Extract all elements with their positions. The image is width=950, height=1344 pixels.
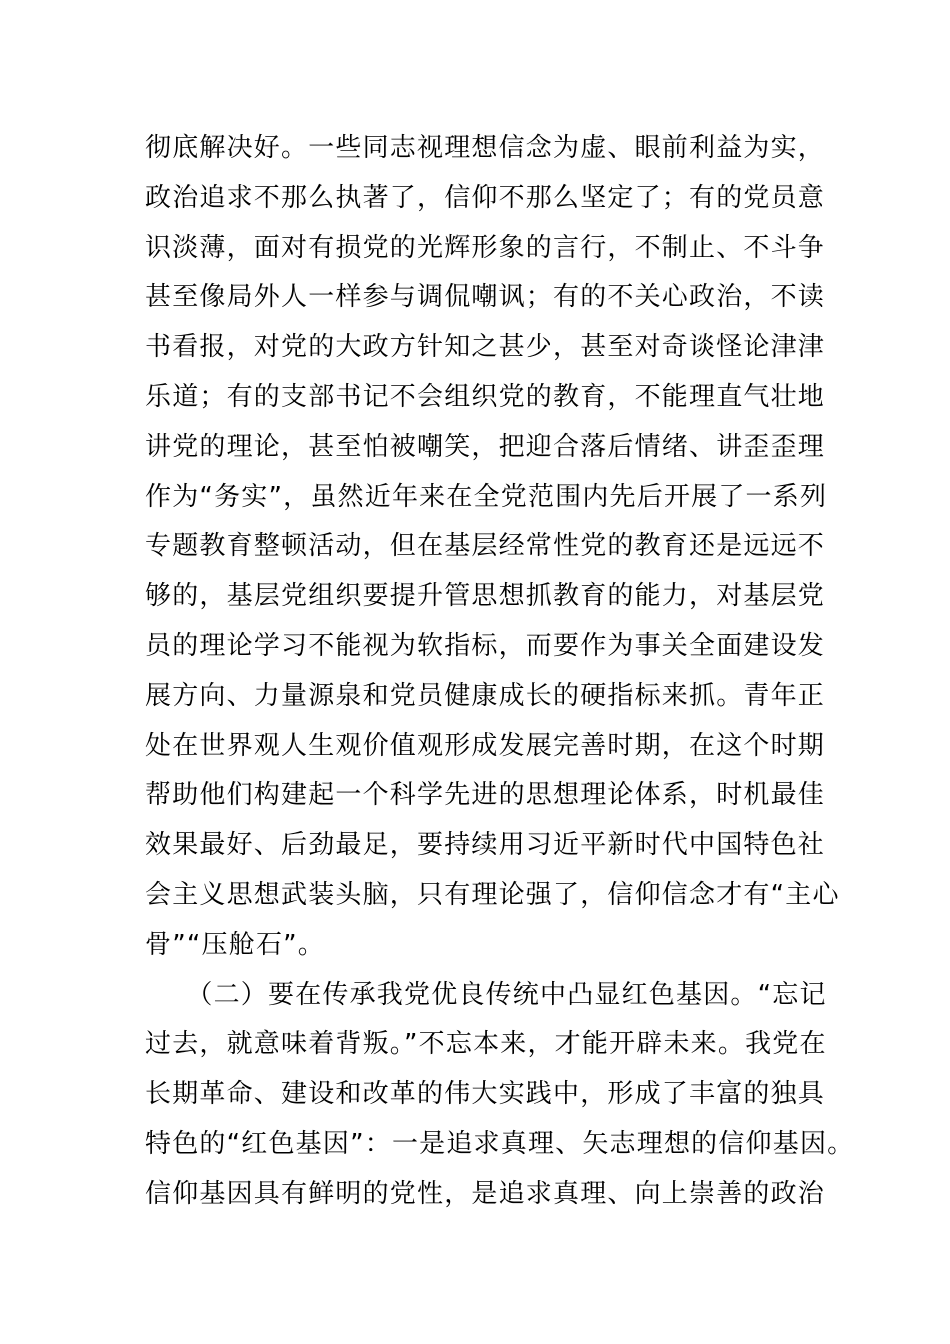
text-line: 识淡薄，面对有损党的光辉形象的言行，不制止、不斗争 (145, 232, 826, 263)
text-line: 甚至像局外人一样参与调侃嘲讽；有的不关心政治，不读 (145, 282, 826, 313)
text-line: 作为“务实”，虽然近年来在全党范围内先后开展了一系列 (145, 481, 828, 512)
text-line: 特色的“红色基因”：一是追求真理、矢志理想的信仰基因。 (145, 1128, 855, 1159)
text-line: 专题教育整顿活动，但在基层经常性党的教育还是远远不 (145, 531, 826, 562)
text-line: 展方向、力量源泉和党员健康成长的硬指标来抓。青年正 (145, 680, 826, 711)
text-line: 够的，基层党组织要提升管思想抓教育的能力，对基层党 (145, 581, 826, 612)
text-line: 书看报，对党的大政方针知之甚少，甚至对奇谈怪论津津 (145, 332, 826, 363)
text-line: 过去，就意味着背叛。”不忘本来，才能开辟未来。我党在 (145, 1029, 827, 1060)
body-text (145, 124, 855, 1220)
section-heading-line: （二）要在传承我党优良传统中凸显红色基因。“忘记 (145, 979, 827, 1010)
text-line: 政治追求不那么执著了，信仰不那么坚定了；有的党员意 (145, 182, 826, 213)
text-line: 效果最好、后劲最足，要持续用习近平新时代中国特色社 (145, 830, 826, 861)
text-line: 骨”“压舱石”。 (145, 929, 326, 960)
text-line: 帮助他们构建起一个科学先进的思想理论体系，时机最佳 (145, 780, 826, 811)
text-line: 彻底解决好。一些同志视理想信念为虚、眼前利益为实， (145, 133, 826, 163)
text-line: 员的理论学习不能视为软指标，而要作为事关全面建设发 (145, 630, 826, 661)
text-line: 处在世界观人生观价值观形成发展完善时期，在这个时期 (145, 730, 826, 761)
text-line: 乐道；有的支部书记不会组织党的教育，不能理直气壮地 (145, 381, 826, 412)
text-line: 讲党的理论，甚至怕被嘲笑，把迎合落后情绪、讲歪歪理 (145, 431, 826, 462)
text-line: 信仰基因具有鲜明的党性，是追求真理、向上崇善的政治 (145, 1178, 826, 1209)
text-line: 长期革命、建设和改革的伟大实践中，形成了丰富的独具 (145, 1079, 826, 1110)
text-line: 会主义思想武装头脑，只有理论强了，信仰信念才有“主心 (145, 879, 840, 910)
